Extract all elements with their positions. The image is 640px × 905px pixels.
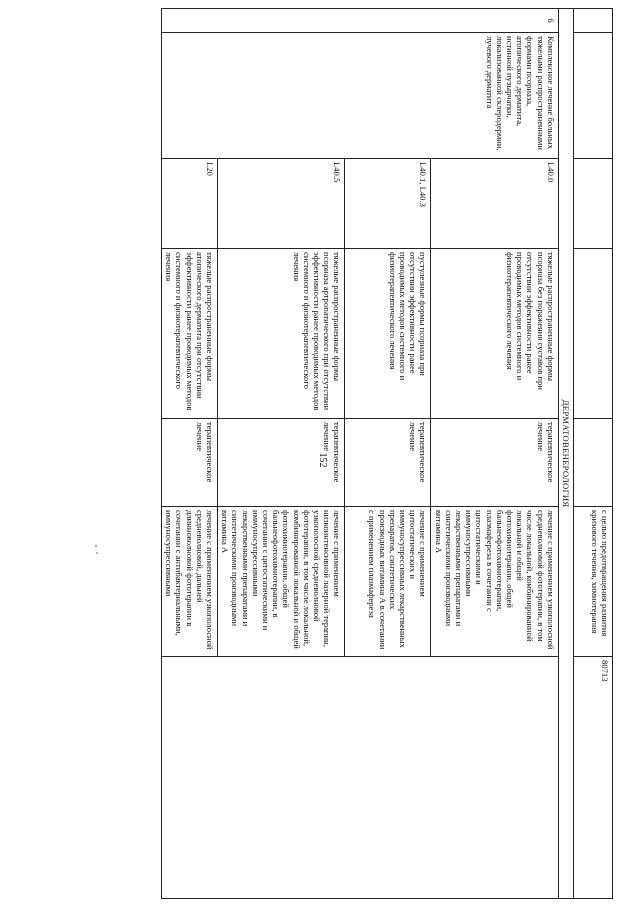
treatment-method: лечение с применением узкополосной средневолновой фототерапии, в том числе локальной, комбинированной локальной и общей фотохимиотерапии, общей бальнеофотохимиотерапии, плазмафереза в сочетании с цитостатическими и иммуносупрессивными лекарственными препаратами и синтетическими производными витамина А: [431, 507, 558, 657]
treatment-type: терапевтическое лечение: [431, 419, 558, 507]
section-title: ДЕРМАТОВЕНЕРОЛОГИЯ: [558, 9, 573, 899]
patient-model: пустулезные формы псориаза при отсутствии эффективности ранее проводимых методов системного и физиотерапевтического лечения: [345, 249, 431, 419]
continuation-row: [574, 9, 613, 899]
treatment-type: терапевтическое лечение: [161, 419, 217, 507]
patient-model: тяжелые распространенные формы псориаза без поражения суставов при отсутствии эффективности ранее проводимых методов системного и физиотерапевтического лечения: [431, 249, 558, 419]
medical-care-table-sheet: [78, 8, 613, 898]
continuation-method: с целью предотвращения развития кризового течения, химиотерапия: [574, 507, 613, 657]
treatment-type: терапевтическое лечение: [345, 419, 431, 507]
mkb-code: L40.1, L40.3: [345, 159, 431, 249]
patient-model: тяжелые распространенные формы псориаза артропатического при отсутствии эффективности ранее проводимых методов системного и физиотерапевтического лечения: [217, 249, 344, 419]
group-number: 6: [161, 9, 558, 33]
page-number: 152: [317, 452, 328, 468]
table-row: [431, 9, 558, 899]
treatment-method: лечение с применением низкоинтенсивной лазерной терапии, узкополосной средневолновой фототерапии, в том числе локальной, комбинированной локальной и общей фотохимиотерапии, общей бальнеофотохимиотерапии, в сочетании с цитостатическими и иммуносупрессивными лекарственными препаратами и синтетическими производными витамина А: [217, 507, 344, 657]
mkb-code: L20: [161, 159, 217, 249]
treatment-method: лечение с применением узкополосной средневолновой, дальней длинноволновой фототерапии в сочетании с антибактериальными, иммуносупрессивными: [161, 507, 217, 657]
group-name: Комплексное лечение больных тяжелыми распространенными формами псориаза, атопического дерматита, истинной пузырчатки, локализованной склеродермии, лучевого дерматита: [161, 33, 558, 159]
continuation-code: 80713: [574, 657, 613, 899]
treatment-method: лечение с применением цитостатических и иммуносупрессивных лекарственных препаратов, синтетических производных витамина А в сочетании с применением плазмафереза: [345, 507, 431, 657]
section-row: [558, 9, 573, 899]
mkb-code: L40.5: [217, 159, 344, 249]
treatment-type: терапевтическое лечение: [217, 419, 344, 507]
patient-model: тяжелые распространенные формы атопического дерматита при отсутствии эффективности ранее проводимых методов системного и физиотерапевтического лечения: [161, 249, 217, 419]
mkb-code: L40.0: [431, 159, 558, 249]
medical-care-table: [161, 8, 613, 899]
